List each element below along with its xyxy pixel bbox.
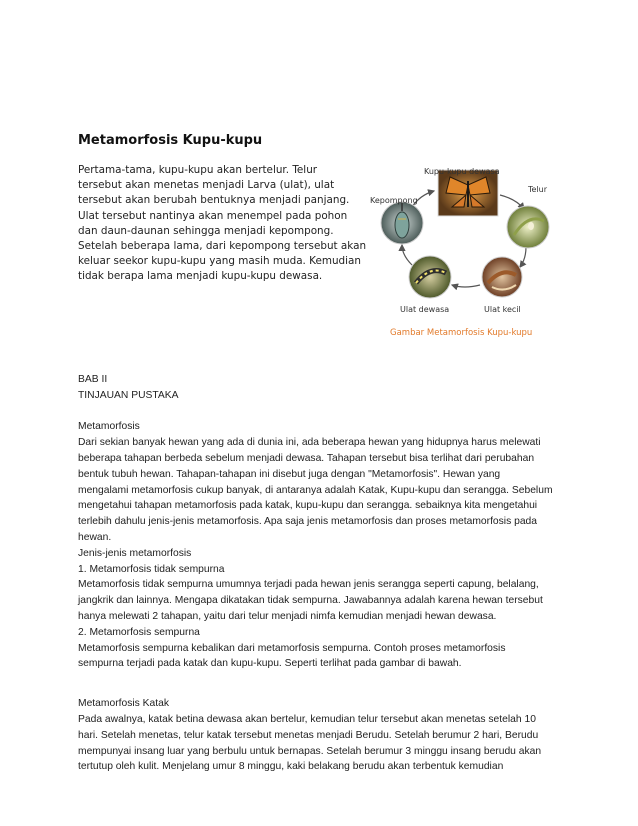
paragraph-line: Dari sekian banyak hewan yang ada di dunia ini, ada beberapa hewan yang hidupnya harus melewati [78,437,541,449]
paragraph-line: Pada awalnya, katak betina dewasa akan bertelur, kemudian telur tersebut akan menetas setelah 10 [78,713,536,725]
paragraph-line: hari. Setelah menetas, telur katak tersebut menetas menjadi Berudu. Setelah berumur 2 hari, Berudu [78,729,539,741]
arrow-egg-small [520,247,526,267]
paragraph-line: mempunyai insang luar yang berbulu untuk bernapas. Setelah berumur 3 minggu insang berudu akan [78,745,542,757]
intro-line: Pertama-tama, kupu-kupu akan bertelur. Telur [78,164,318,176]
types-heading: Jenis-jenis metamorfosis [78,547,192,559]
frog-heading: Metamorfosis Katak [78,698,169,710]
section-heading: Metamorfosis [78,421,140,433]
paragraph-line: beberapa tahapan berbeda sebelum menjadi dewasa. Tahapan tersebut bisa terlihat dari perubahan [78,452,535,464]
type1-heading: 1. Metamorfosis tidak sempurna [78,563,225,575]
metamorphosis-figure [368,155,568,350]
intro-line: tersebut akan menetas menjadi Larva (ulat), ulat [78,179,335,192]
pupa-image [381,202,423,244]
intro-line: dan daun-daunan sehingga menjadi kepompong. [78,224,334,237]
paragraph-line: mengetahui tahapan metamorfosis pada katak, kupu-kupu dan serangga. sebaiknya kita mengetahui [78,500,538,512]
big-caterpillar-image [409,256,451,298]
paragraph-line: tertutup oleh kulit. Menjelang umur 8 minggu, kaki belakang berudu akan terbentuk kemudian [78,761,504,773]
chapter-title: TINJAUAN PUSTAKA [78,389,179,401]
intro-line: Setelah beberapa lama, dari kepompong tersebut akan [78,240,367,253]
page-title: Metamorfosis Kupu-kupu [78,133,263,148]
figure-caption: Gambar Metamorfosis Kupu-kupu [390,328,533,338]
paragraph-line: jangkrik dan lainnya. Mengapa dikatakan tidak sempurna. Jawabannya adalah karena hewan tersebut [78,595,543,607]
paragraph-line: hewan. [78,531,112,543]
arrow-small-big [452,285,480,287]
lifecycle-diagram [368,155,568,325]
chapter-number: BAB II [78,374,108,385]
intro-line: tidak berapa lama menjadi kupu-kupu dewasa. [78,270,323,283]
label-egg: Telur [528,185,548,194]
intro-line: tersebut akan berubah bentuknya menjadi panjang. [78,194,350,207]
intro-paragraph [78,163,368,285]
paragraph-line: mengalami metamorfosis cukup banyak, di antaranya adalah Katak, Kupu-kupu dan serangga. Sebelum [78,484,553,496]
intro-line: keluar seekor kupu-kupu yang masih muda. Kemudian [78,255,361,268]
adult-butterfly-image [438,170,498,216]
label-big-caterpillar: Ulat dewasa [400,305,450,314]
paragraph-line: sempurna terjadi pada katak dan kupu-kupu. Seperti terlihat pada gambar di bawah. [78,658,462,670]
paragraph-line: Metamorfosis sempurna kebalikan dari metamorfosis sempurna. Contoh proses metamorfosis [78,642,506,654]
egg-image [507,206,549,248]
label-small-caterpillar: Ulat kecil [484,305,521,314]
paragraph-line: bentuk tubuh hewan. Tahapan-tahapan ini disebut juga dengan "Metamorfosis". Hewan yang [78,468,501,480]
label-adult: Kupu-kupu dewasa [424,167,500,176]
arrow-big-pupa [402,245,412,265]
paragraph-line: Metamorfosis tidak sempurna umumnya terjadi pada hewan jenis serangga seperti capung, belalang, [78,579,539,591]
small-caterpillar-image [482,257,522,297]
paragraph-line: terlebih dahulu jenis-jenis metamorfosis. Apa saja jenis metamorfosis dan proses metamorfosis pada [78,516,538,528]
body-text [78,372,568,775]
label-pupa: Kepompong [370,196,418,205]
paragraph-line: hanya melewati 2 tahapan, yaitu dari telur menjadi nimfa kemudian menjadi hewan dewasa. [78,610,497,622]
intro-line: Ulat tersebut nantinya akan menempel pada pohon [78,209,348,222]
type2-heading: 2. Metamorfosis sempurna [78,626,200,638]
